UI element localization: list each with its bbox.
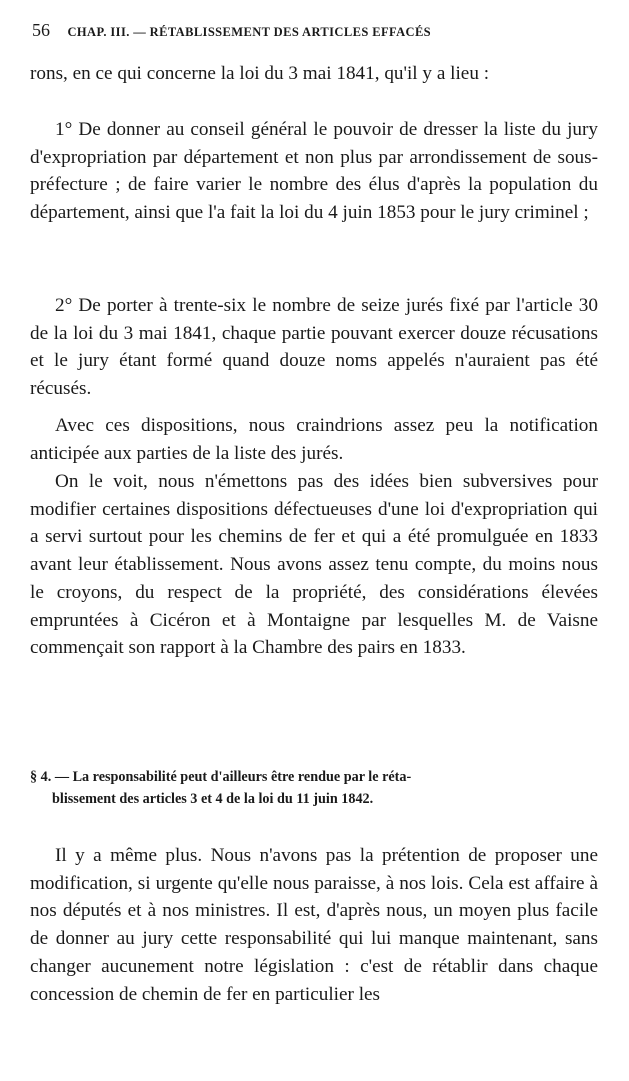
- section-heading-line-2: blissement des articles 3 et 4 de la loi du 11 juin 1842.: [52, 791, 374, 807]
- running-header: [32, 20, 592, 46]
- paragraph-text: rons, en ce qui concerne la loi du 3 mai 1841, qu'il y a lieu :: [30, 63, 490, 84]
- paragraph-text: Il y a même plus. Nous n'avons pas la prétention de proposer une modification, si urgente qu'elle nous paraisse, à nos lois. Cela est affaire à nos députés et à nos ministres. Il est, d'après nous, un moyen plus facile de donner au jury cette responsabilité qui lui manque maintenant, sans changer aucunement notre législation : c'est de rétablir dans chaque concession de chemin de fer en particulier les: [30, 845, 598, 1005]
- paragraph-on-le-voit: [30, 468, 598, 662]
- paragraph-dispositions: [30, 412, 598, 467]
- paragraph-il-y-a-meme-plus: [30, 842, 598, 1008]
- paragraph-text: 1° De donner au conseil général le pouvoir de dresser la liste du jury d'expropriation par département et non plus par arrondissement de sous-préfecture ; de faire varier le nombre des élus d'après la population du département, ainsi que l'a fait la loi du 4 juin 1853 pour le jury criminel ;: [30, 119, 598, 224]
- section-heading: [30, 766, 598, 810]
- paragraph-text: 2° De porter à trente-six le nombre de seize jurés fixé par l'article 30 de la loi du 3 mai 1841, chaque partie pouvant exercer douze récusations et le jury étant formé quand douze noms appelés n'auraient pas été récusés.: [30, 295, 598, 400]
- paragraph-text: On le voit, nous n'émettons pas des idées bien subversives pour modifier certaines dispositions défectueuses d'une loi d'expropriation qui a servi surtout pour les chemins de fer et qui a été promulguée en 1833 avant leur établissement. Nous avons assez tenu compte, du moins nous le croyons, du respect de la propriété, des considérations élevées empruntées à Cicéron et à Montaigne par lesquelles M. de Vaisne commençait son rapport à la Chambre des pairs en 1833.: [30, 471, 598, 659]
- paragraph-item-1: [30, 116, 598, 227]
- paragraph-continuation: [30, 60, 598, 88]
- section-heading-line-1: § 4. — La responsabilité peut d'ailleurs être rendue par le réta-: [30, 769, 412, 785]
- paragraph-text: Avec ces dispositions, nous craindrions assez peu la notification anticipée aux parties de la liste des jurés.: [30, 415, 598, 464]
- page-number: 56: [32, 20, 50, 40]
- paragraph-item-2: [30, 292, 598, 403]
- running-title: CHAP. III. — RÉTABLISSEMENT DES ARTICLES EFFACÉS: [67, 25, 432, 39]
